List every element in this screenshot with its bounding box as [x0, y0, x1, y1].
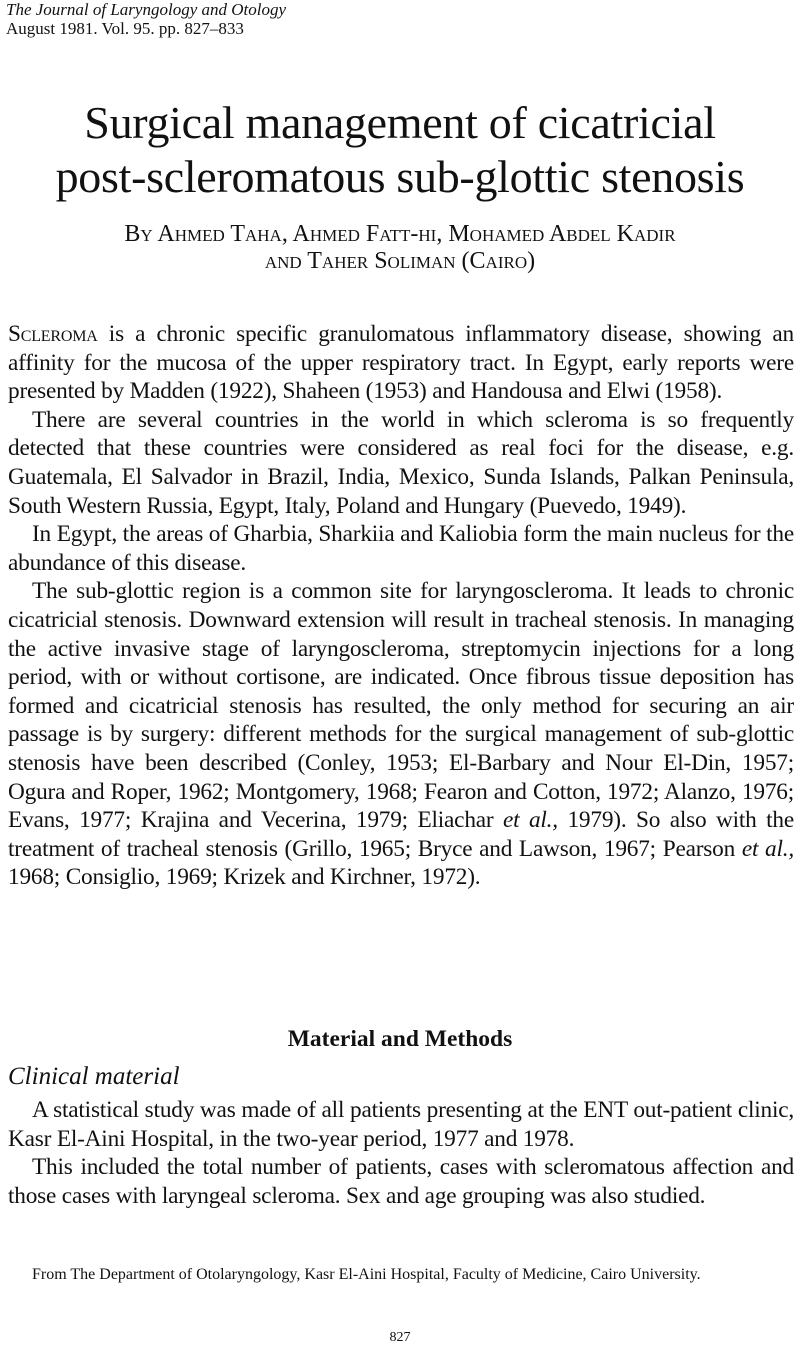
clinical-material [8, 1096, 794, 1210]
subsection-heading: Clinical material [8, 1063, 180, 1090]
author-byline [0, 221, 800, 275]
et-al-1: et al., [503, 807, 558, 834]
clinical-paragraph-2: This included the total number of patients, cases with scleromatous affection and those cases with laryngeal scleroma. Sex and age grouping was also studied. [8, 1154, 794, 1209]
article-title [0, 96, 800, 204]
lead-word: Scleroma [8, 321, 98, 347]
intro-paragraph-4-part-c: 1968; Consiglio, 1969; Krizek and Kirchner, 1972). [8, 864, 481, 891]
byline-line-2: and Taher Soliman (Cairo) [264, 248, 536, 274]
intro-paragraph-4-part-a: The sub-glottic region is a common site for laryngoscleroma. It leads to chronic cicatricial stenosis. Downward extension will result in tracheal stenosis. In managing the active invasive stage of laryngoscleroma, streptomycin injections for a long period, with or without cortisone, are indicated. Once fibrous tissue deposition has formed and cicatricial stenosis has resulted, the only method for securing an air passage is by surgery: different methods for the surgical management of sub-glottic stenosis have been described (Conley, 1953; El-Barbary and Nour El-Din, 1957; Ogura and Roper, 1962; Montgomery, 1968; Fearon and Cotton, 1972; Alanzo, 1976; Evans, 1977; Krajina and Vecerina, 1979; Eliachar [8, 578, 794, 834]
page-number: 827 [389, 1330, 411, 1345]
et-al-2: et al., [741, 835, 794, 862]
journal-issue: August 1981. Vol. 95. pp. 827–833 [6, 19, 244, 38]
intro-paragraph-4 [8, 577, 794, 892]
intro-paragraph-3: In Egypt, the areas of Gharbia, Sharkiia and Kaliobia form the main nucleus for the abundance of this disease. [8, 521, 794, 576]
title-line-2: post-scleromatous sub-glottic stenosis [55, 151, 745, 202]
intro-paragraph-1 [8, 320, 794, 406]
section-heading: Material and Methods [287, 1026, 513, 1052]
journal-header [6, 0, 286, 38]
intro-paragraph-1-text: is a chronic specific granulomatous inflammatory disease, showing an affinity for the mucosa of the upper respiratory tract. In Egypt, early reports were presented by Madden (1922), Shaheen (1953) and Handousa and Elwi (1958). [8, 321, 794, 405]
introduction [8, 320, 794, 892]
title-line-1: Surgical management of cicatricial [84, 97, 716, 148]
intro-paragraph-4-part-b: 1979). So also with the treatment of tracheal stenosis (Grillo, 1965; Bryce and Lawson, 1967; Pearson [8, 807, 794, 862]
affiliation-footnote: From The Department of Otolaryngology, Kasr El-Aini Hospital, Faculty of Medicine, Cairo University. [32, 1266, 701, 1283]
intro-paragraph-2: There are several countries in the world in which scleroma is so frequently detected that these countries were considered as real foci for the disease, e.g. Guatemala, El Salvador in Brazil, India, Mexico, Sunda Islands, Palkan Peninsula, South Western Russia, Egypt, Italy, Poland and Hungary (Puevedo, 1949). [8, 406, 794, 519]
byline-line-1: By Ahmed Taha, Ahmed Fatt-hi, Mohamed Abdel Kadir [124, 221, 676, 247]
journal-name: The Journal of Laryngology and Otology [6, 0, 287, 19]
clinical-paragraph-1: A statistical study was made of all patients presenting at the ENT out-patient clinic, Kasr El-Aini Hospital, in the two-year period, 1977 and 1978. [8, 1097, 794, 1152]
